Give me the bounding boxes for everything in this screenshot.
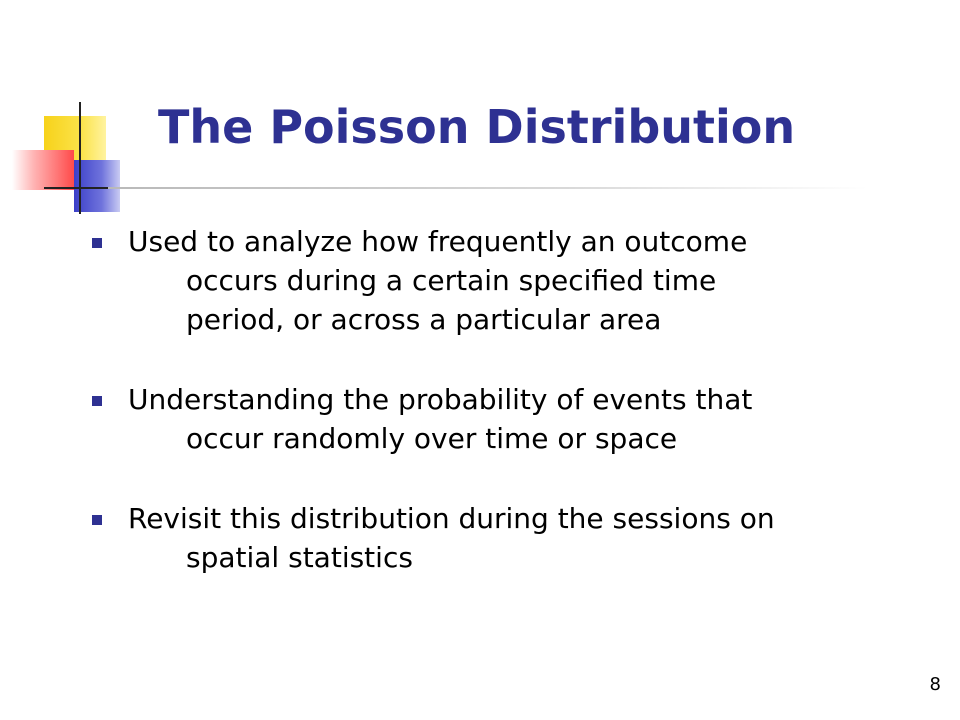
square-bullet-icon bbox=[92, 396, 102, 406]
bullet-list bbox=[92, 222, 912, 618]
bullet-item-2 bbox=[92, 380, 912, 458]
bullet-text-line: Revisit this distribution during the sessions on bbox=[128, 502, 775, 535]
bullet-text-line: Used to analyze how frequently an outcome bbox=[128, 225, 748, 258]
bullet-text-line: spatial statistics bbox=[186, 541, 413, 574]
bullet-text-line: Understanding the probability of events that bbox=[128, 383, 753, 416]
red-square-shape bbox=[12, 150, 74, 190]
square-bullet-icon bbox=[92, 515, 102, 525]
slide-title: The Poisson Distribution bbox=[158, 100, 796, 154]
bullet-text-line: period, or across a particular area bbox=[186, 303, 662, 336]
bullet-text-line: occur randomly over time or space bbox=[186, 422, 678, 455]
logo-vertical-line bbox=[79, 102, 81, 214]
title-underline-divider bbox=[108, 187, 868, 189]
square-bullet-icon bbox=[92, 238, 102, 248]
bullet-text-line: occurs during a certain specified time bbox=[186, 264, 717, 297]
page-number: 8 bbox=[929, 674, 941, 695]
logo-horizontal-line bbox=[44, 187, 112, 189]
bullet-item-1 bbox=[92, 222, 912, 339]
bullet-item-3 bbox=[92, 499, 912, 577]
